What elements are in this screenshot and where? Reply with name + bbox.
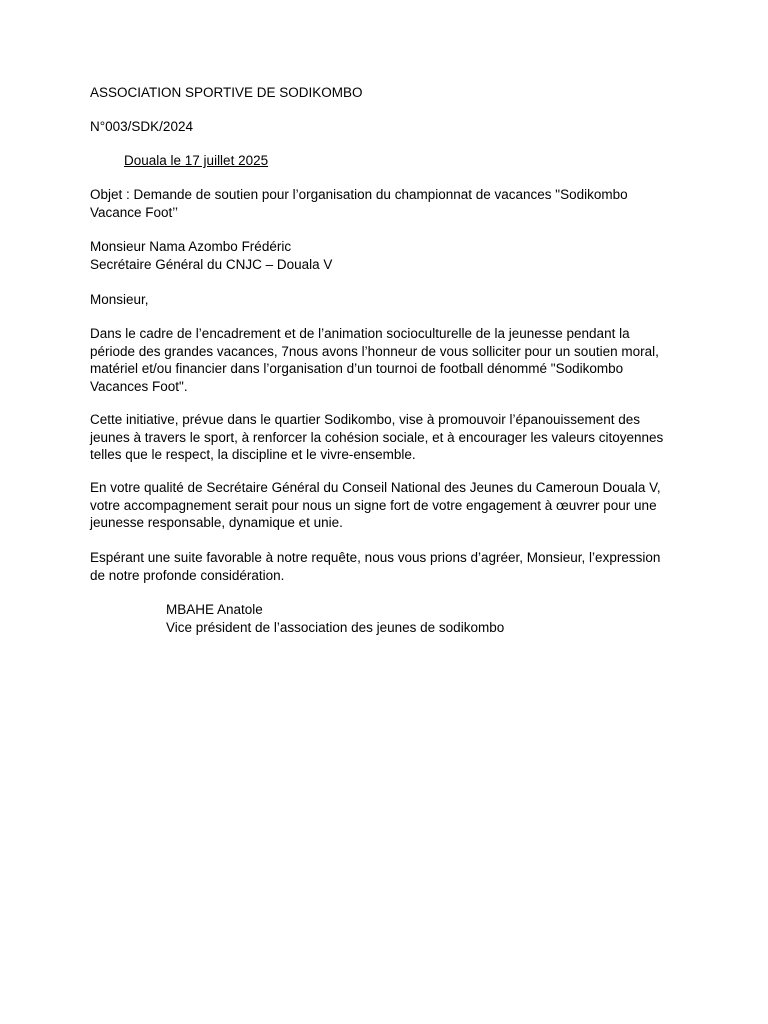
paragraph-line: période des grandes vacances, 7nous avons l’honneur de vous solliciter pour un soutien moral,	[90, 343, 659, 359]
subject	[90, 186, 686, 221]
paragraph-2	[90, 411, 686, 464]
recipient-title: Secrétaire Général du CNJC – Douala V	[90, 256, 333, 272]
paragraph-line: En votre qualité de Secrétaire Général du Conseil National des Jeunes du Cameroun Douala V,	[90, 480, 661, 495]
recipient-name: Monsieur Nama Azombo Frédéric	[90, 239, 292, 254]
sender-heading: ASSOCIATION SPORTIVE DE SODIKOMBO	[90, 85, 363, 100]
paragraph-line: Vacances Foot".	[90, 378, 188, 394]
paragraph-line: Espérant une suite favorable à notre requête, nous vous prions d’agréer, Monsieur, l’expression	[90, 550, 661, 565]
paragraph-line: jeunesse responsable, dynamique et unie.	[90, 515, 343, 530]
paragraph-line: telles que le respect, la discipline et le vivre-ensemble.	[90, 447, 416, 462]
paragraph-line: de notre profonde considération.	[90, 567, 285, 583]
paragraph-3	[90, 479, 686, 532]
paragraph-line: matériel et/ou financier dans l’organisation d’un tournoi de football dénommé "Sodikombo	[90, 361, 624, 376]
subject-line: Objet : Demande de soutien pour l’organisation du championnat de vacances "Sodikombo	[90, 187, 628, 202]
closing-paragraph	[90, 549, 686, 584]
paragraph-line: jeunes à travers le sport, à renforcer la cohésion sociale, et à encourager les valeurs citoyennes	[90, 429, 664, 445]
subject-line: Vacance Foot’’	[90, 204, 179, 220]
paragraph-line: Cette initiative, prévue dans le quartier Sodikombo, vise à promouvoir l’épanouissement des	[90, 412, 641, 427]
salutation: Monsieur,	[90, 292, 149, 307]
recipient-block	[90, 238, 686, 273]
signature-block	[166, 601, 686, 636]
reference-number: N°003/SDK/2024	[90, 119, 193, 134]
date-line: Douala le 17 juillet 2025	[124, 153, 269, 168]
paragraph-line: votre accompagnement serait pour nous un signe fort de votre engagement à œuvrer pour une	[90, 497, 657, 513]
paragraph-1	[90, 325, 686, 395]
paragraph-line: Dans le cadre de l’encadrement et de l’animation socioculturelle de la jeunesse pendant la	[90, 326, 630, 341]
signatory-name: MBAHE Anatole	[166, 602, 263, 617]
signatory-title: Vice président de l’association des jeunes de sodikombo	[166, 619, 505, 635]
